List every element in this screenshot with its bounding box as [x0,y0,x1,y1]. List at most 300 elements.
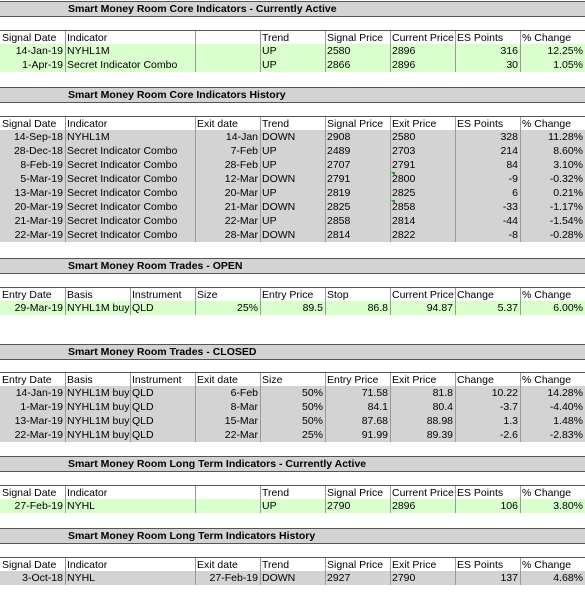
table-cell: -44 [502,215,518,227]
table-cell: UP [262,59,277,71]
table-cell: 89.5 [302,302,323,314]
grid-line [455,386,456,400]
table-cell: 5.37 [497,302,518,314]
table-cell: 20-Mar [224,187,258,199]
table-cell: 20-Mar-19 [14,201,63,213]
grid-line [325,58,326,72]
grid-line [195,499,196,513]
grid-line [195,486,196,500]
grid-line [390,117,391,131]
table-cell: -33 [502,201,518,213]
table-cell: DOWN [262,229,296,241]
table-cell: 71.58 [361,387,388,399]
table-cell: 8-Mar [230,401,258,413]
grid-line [520,172,521,186]
column-header: Trend [262,118,290,130]
table-row[interactable] [0,428,585,442]
table-cell: 84 [506,159,518,171]
table-cell: UP [262,159,277,171]
table-cell: NYHL1M [67,45,110,57]
table-cell: NYHL1M buy [67,401,130,413]
grid-line [195,414,196,428]
section-title: Smart Money Room Long Term Indicators - Currently Active [68,458,367,470]
grid-line [520,186,521,200]
table-cell: NYHL [67,500,96,512]
table-cell: 89.39 [426,429,453,441]
table-cell: 2790 [327,500,351,512]
table-cell: Secret Indicator Combo [67,201,178,213]
grid-line [130,386,131,400]
table-cell: 2489 [327,145,351,157]
column-header: Basis [67,374,93,386]
grid-line [390,499,391,513]
table-cell: 21-Mar-19 [14,215,63,227]
table-cell: 2858 [327,215,351,227]
table-row[interactable] [0,58,585,72]
table-cell: 14-Jan [225,131,258,143]
grid-line [260,158,261,172]
section-title: Smart Money Room Trades - CLOSED [68,346,257,358]
table-cell: 27-Feb-19 [209,572,258,584]
grid-line [195,158,196,172]
section-title-bar [0,456,585,472]
grid-line [325,200,326,214]
section-title: Smart Money Room Core Indicators History [68,89,286,101]
grid-line [195,200,196,214]
column-header: Instrument [132,289,182,301]
table-cell: 2580 [392,131,416,143]
table-cell: 87.68 [361,415,388,427]
table-cell: 2866 [327,59,351,71]
grid-line [65,144,66,158]
table-cell: 12-Mar [224,173,258,185]
grid-line [130,400,131,414]
grid-line [65,58,66,72]
table-cell: -1.54% [549,215,583,227]
grid-line [260,58,261,72]
table-cell: 2707 [327,159,351,171]
column-header: Entry Date [2,289,52,301]
grid-line [520,400,521,414]
column-header: Signal Date [2,487,57,499]
grid-line [390,373,391,387]
table-cell: -3.7 [499,401,518,413]
table-cell: 25% [301,429,323,441]
table-cell: 3-Oct-18 [22,572,63,584]
grid-line [195,31,196,45]
grid-line [455,186,456,200]
table-cell: 21-Mar [224,201,258,213]
table-cell: 15-Mar [224,415,258,427]
table-cell: 13-Mar-19 [14,415,63,427]
grid-line [260,31,261,45]
grid-line [390,130,391,144]
column-header: Current Price [392,289,454,301]
grid-line [455,228,456,242]
table-cell: -8 [508,229,518,241]
table-cell [195,499,260,513]
table-cell: 1-Mar-19 [20,401,63,413]
grid-line [390,301,391,315]
grid-line [325,499,326,513]
grid-line [455,117,456,131]
grid-line [325,400,326,414]
grid-line [325,214,326,228]
grid-line [390,486,391,500]
column-header [195,486,260,500]
column-header: Exit Price [392,559,437,571]
grid-line [455,288,456,302]
column-header: Signal Price [327,118,384,130]
table-cell: -0.32% [549,173,583,185]
table-cell: 2896 [392,59,416,71]
table-cell: 91.99 [361,429,388,441]
grid-line [260,414,261,428]
grid-line [455,400,456,414]
column-header: % Change [522,374,572,386]
grid-line [520,200,521,214]
grid-line [520,373,521,387]
column-header: % Change [522,118,572,130]
comment-marker-icon[interactable] [391,200,395,204]
grid-line [390,158,391,172]
table-cell: NYHL1M buy [67,429,130,441]
table-cell: 2580 [327,45,351,57]
column-header: Change [457,374,494,386]
grid-line [65,117,66,131]
table-cell: UP [262,145,277,157]
table-cell: NYHL [67,572,96,584]
table-cell: 22-Mar [224,215,258,227]
column-header: ES Points [457,118,504,130]
column-header [195,31,260,45]
grid-line [325,428,326,442]
grid-line [195,117,196,131]
grid-line [130,301,131,315]
table-row[interactable] [0,158,585,172]
table-cell: 2896 [392,45,416,57]
table-cell: NYHL1M buy [67,302,130,314]
grid-line [520,228,521,242]
table-cell: 7-Feb [230,145,258,157]
table-cell: QLD [132,415,154,427]
table-cell: 6.00% [553,302,583,314]
grid-line [520,414,521,428]
table-cell: 8-Feb-19 [20,159,63,171]
grid-line [390,428,391,442]
comment-marker-icon[interactable] [391,172,395,176]
grid-line [65,486,66,500]
table-cell: Secret Indicator Combo [67,145,178,157]
grid-line [260,228,261,242]
grid-line [65,288,66,302]
table-cell: DOWN [262,131,296,143]
table-cell: 137 [500,572,518,584]
grid-line [390,386,391,400]
grid-line [195,301,196,315]
table-cell: -0.28% [549,229,583,241]
column-header: % Change [522,32,572,44]
grid-line [325,228,326,242]
grid-line [260,130,261,144]
grid-line [520,144,521,158]
grid-line [455,301,456,315]
table-cell: 2908 [327,131,351,143]
grid-line [65,571,66,585]
column-header: Stop [327,289,349,301]
column-header: Trend [262,559,290,571]
table-row[interactable] [0,499,585,513]
table-cell: Secret Indicator Combo [67,173,178,185]
grid-line [65,228,66,242]
table-cell: 214 [500,145,518,157]
table-cell: 14-Jan-19 [15,387,63,399]
grid-line [195,558,196,572]
grid-line [390,558,391,572]
table-cell: NYHL1M buy [67,387,130,399]
table-cell: QLD [132,387,154,399]
table-cell: UP [262,215,277,227]
grid-line [65,428,66,442]
grid-line [65,301,66,315]
table-cell: 316 [500,45,518,57]
grid-line [390,144,391,158]
grid-line [195,144,196,158]
section-title-bar [0,528,585,544]
column-header: Signal Date [2,118,57,130]
grid-line [455,428,456,442]
grid-line [195,428,196,442]
table-cell: 22-Mar-19 [14,429,63,441]
section-title-bar [0,87,585,103]
grid-line [195,186,196,200]
grid-line [65,400,66,414]
table-cell: 2814 [392,215,416,227]
table-cell: Secret Indicator Combo [67,187,178,199]
table-cell: 2822 [392,229,416,241]
column-header: Instrument [132,374,182,386]
grid-line [260,200,261,214]
column-header: Size [197,289,218,301]
grid-line [65,214,66,228]
table-cell: -2.83% [549,429,583,441]
table-row[interactable] [0,172,585,186]
table-row[interactable] [0,186,585,200]
grid-line [520,571,521,585]
table-cell: 1.48% [553,415,583,427]
grid-line [520,158,521,172]
table-cell: 5-Mar-19 [20,173,63,185]
table-cell: 2825 [392,187,416,199]
grid-line [455,58,456,72]
table-row[interactable] [0,200,585,214]
column-header: Signal Date [2,559,57,571]
column-header: Indicator [67,559,108,571]
column-header: Exit Price [392,374,437,386]
table-cell: 86.8 [367,302,388,314]
column-header: Exit Price [392,118,437,130]
grid-line [195,288,196,302]
grid-line [260,558,261,572]
section-title: Smart Money Room Trades - OPEN [68,260,243,272]
grid-line [325,158,326,172]
grid-line [195,228,196,242]
column-header: % Change [522,487,572,499]
table-cell: 80.4 [432,401,453,413]
table-cell: 10.22 [491,387,518,399]
table-row[interactable] [0,144,585,158]
grid-line [520,428,521,442]
grid-line [455,172,456,186]
table-cell: Secret Indicator Combo [67,229,178,241]
table-row[interactable] [0,214,585,228]
grid-line [325,373,326,387]
grid-line [520,499,521,513]
grid-line [260,386,261,400]
table-cell: 2790 [392,572,416,584]
table-cell: 25% [236,302,258,314]
table-cell: NYHL1M [67,131,110,143]
table-cell: 1.05% [553,59,583,71]
grid-line [130,288,131,302]
grid-line [260,571,261,585]
table-row[interactable] [0,228,585,242]
table-row[interactable] [0,414,585,428]
table-cell: 50% [301,401,323,413]
grid-line [195,44,196,58]
grid-line [520,486,521,500]
grid-line [455,571,456,585]
section-title-bar [0,1,585,17]
column-header: Signal Price [327,559,384,571]
section-title: Smart Money Room Core Indicators - Currently Active [68,3,337,15]
section-title-bar [0,344,585,360]
grid-line [325,571,326,585]
grid-line [65,373,66,387]
table-cell: 2703 [392,145,416,157]
table-cell: 2814 [327,229,351,241]
grid-line [455,200,456,214]
grid-line [390,186,391,200]
grid-line [325,130,326,144]
grid-line [520,31,521,45]
table-cell: Secret Indicator Combo [67,159,178,171]
section-title-bar [0,258,585,274]
grid-line [455,158,456,172]
column-header: Entry Date [2,374,52,386]
table-cell: 14.28% [547,387,583,399]
grid-line [260,486,261,500]
grid-line [520,117,521,131]
table-cell: 2825 [327,201,351,213]
column-header: Exit date [197,559,238,571]
grid-line [130,428,131,442]
column-header: ES Points [457,559,504,571]
table-cell: -4.40% [549,401,583,413]
grid-line [65,130,66,144]
column-header: Indicator [67,487,108,499]
table-cell: 2800 [392,173,416,185]
table-cell: DOWN [262,173,296,185]
grid-line [455,144,456,158]
table-cell: Secret Indicator Combo [67,59,178,71]
grid-line [260,44,261,58]
table-cell: 106 [500,500,518,512]
grid-line [325,558,326,572]
table-cell: 30 [506,59,518,71]
table-cell: UP [262,187,277,199]
column-header: % Change [522,289,572,301]
grid-line [65,172,66,186]
grid-line [65,499,66,513]
grid-line [65,186,66,200]
grid-line [390,31,391,45]
column-header: Indicator [67,118,108,130]
table-row[interactable] [0,571,585,585]
grid-line [260,186,261,200]
table-cell: DOWN [262,201,296,213]
grid-line [455,558,456,572]
table-cell: 84.1 [367,401,388,413]
column-header: Size [262,374,283,386]
grid-line [455,414,456,428]
grid-line [130,414,131,428]
grid-line [455,214,456,228]
table-cell: NYHL1M buy [67,415,130,427]
table-cell: QLD [132,429,154,441]
table-cell [195,44,260,58]
table-cell: 0.21% [553,187,583,199]
column-header: Exit date [197,118,238,130]
grid-line [65,200,66,214]
grid-line [260,144,261,158]
column-header: Signal Date [2,32,57,44]
table-cell: DOWN [262,572,296,584]
table-cell: 2791 [327,173,351,185]
grid-line [260,499,261,513]
table-cell: 27-Feb-19 [14,500,63,512]
grid-line [325,172,326,186]
column-header: Signal Price [327,32,384,44]
table-cell: 2819 [327,187,351,199]
table-cell [195,58,260,72]
table-cell: 6 [512,187,518,199]
grid-line [195,373,196,387]
table-cell: 88.98 [426,415,453,427]
grid-line [195,130,196,144]
grid-line [325,31,326,45]
table-row[interactable] [0,386,585,400]
column-header: % Change [522,559,572,571]
table-row[interactable] [0,301,585,315]
grid-line [390,58,391,72]
table-cell: UP [262,500,277,512]
grid-line [260,214,261,228]
grid-line [195,172,196,186]
table-row[interactable] [0,130,585,144]
table-cell: QLD [132,401,154,413]
column-header: Change [457,289,494,301]
grid-line [325,117,326,131]
grid-line [260,117,261,131]
column-header: ES Points [457,32,504,44]
grid-line [455,44,456,58]
grid-line [65,558,66,572]
table-row[interactable] [0,400,585,414]
table-cell: 12.25% [547,45,583,57]
grid-line [260,172,261,186]
table-row[interactable] [0,44,585,58]
